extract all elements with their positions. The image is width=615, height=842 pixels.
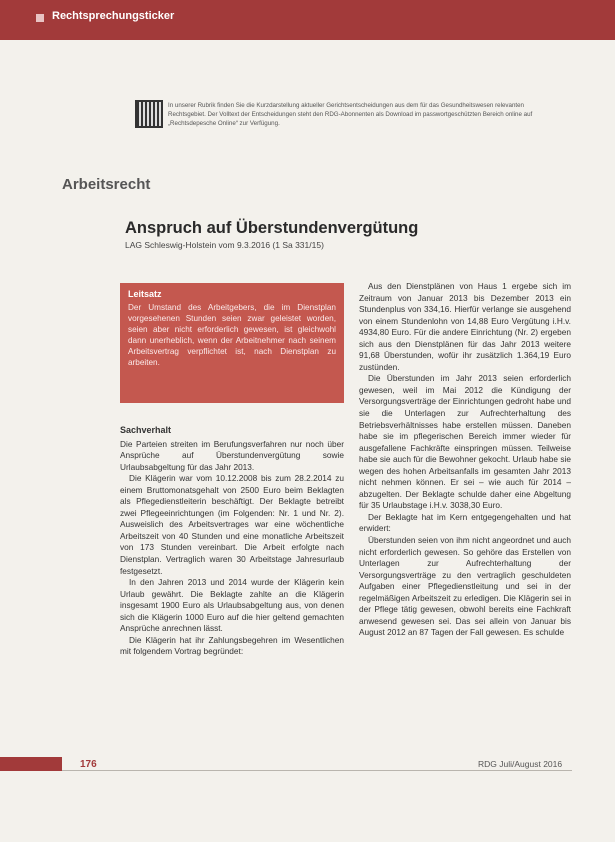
article-title: Anspruch auf Überstundenvergütung	[125, 219, 419, 237]
paragraph: In den Jahren 2013 und 2014 wurde der Klägerin kein Urlaub gewährt. Die Beklagte zahlte an die Klägerin insgesamt 1900 Euro als Urlaubsabgeltung aus, von denen sich die Klägerin 1000 Euro auf die hier geltend gemachten Ansprüche anrechnen lässt.	[120, 577, 344, 634]
footer-divider	[62, 770, 572, 771]
paragraph: Überstunden seien von ihm nicht angeordnet und auch nicht erforderlich gewesen. So gehöre das Erstellen von Unterlagen zur Aufrechterhaltung der Versorgungsverträge zu den vertraglich geschuldeten Aufgaben einer Pflegedienstleitung und sei in der regelmäßigen Arbeitszeit zu erledigen. Die Klägerin sei in der Pflege tätig gewesen, obwohl bereits eine Fachkraft anwesend gewesen sei. Das sei allein von Januar bis August 2012 an 87 Tagen der Fall gewesen. Es schulde	[359, 535, 571, 638]
paragraph: Die Klägerin hat ihr Zahlungsbegehren im Wesentlichen mit folgendem Vortrag begründet:	[120, 634, 344, 657]
page-number: 176	[80, 759, 97, 770]
header-band	[0, 0, 615, 40]
right-column	[359, 281, 571, 639]
section-title: Arbeitsrecht	[62, 176, 151, 193]
paragraph: Aus den Dienstplänen von Haus 1 ergebe sich im Zeitraum von Januar 2013 bis Dezember 2013 ein Stundenplus von 334,16. Hierfür verlange sie ausgehend von einem Stundenlohn von 14,88 Euro Vergütung i.H.v. 4934,80 Euro. Für die andere Einrichtung (Nr. 2) ergeben sich aus den Dienstplänen für das Jahr 2013 weitere 91,68 Überstunden, wofür ihr zusätzlich 1.364,19 Euro zustünden.	[359, 281, 571, 372]
leitsatz-text: Der Umstand des Arbeitgebers, die im Dienstplan vorgesehenen Stunden seien zwar geleistet worden, seien aber nicht erforderlich gewesen, ist gleichwohl dann unerheblich, wenn der Arbeitnehmer nach seinem Arbeitsvertrag verpflichtet ist, nach Dienstplan zu arbeiten.	[128, 303, 336, 367]
paragraph: Die Parteien streiten im Berufungsverfahren nur noch über Ansprüche auf Überstundenvergütung sowie Urlaubsabgeltung für das Jahr 2013.	[120, 438, 344, 472]
section-marker-icon	[36, 14, 44, 22]
issue-label: RDG Juli/August 2016	[478, 759, 563, 769]
left-column	[120, 425, 344, 658]
notice-text	[168, 101, 563, 128]
section-label: Rechtsprechungsticker	[52, 10, 175, 22]
notice-paragraph: In unserer Rubrik finden Sie die Kurzdarstellung aktueller Gerichtsentscheidungen aus dem für das Gesundheitswesen relevanten Rechtsgebiet. Der Volltext der Entscheidungen steht den RDG-Abonnenten als Download im passwortgeschützten Bereich online auf „Rechtsdepesche Online“ zur Verfügung.	[168, 102, 533, 127]
footer-band	[0, 757, 62, 771]
sachverhalt-heading: Sachverhalt	[120, 425, 172, 435]
paragraph: Die Klägerin war vom 10.12.2008 bis zum 28.2.2014 zu einem Bruttomonatsgehalt von 2500 Euro beim Beklagten als Pflegedienstleiterin beschäftigt. Der Beklagte betreibt zwei Pflegeeinrichtungen (im Folgenden: Nr. 1 und Nr. 2). Ausweislich des Arbeitsvertrages war eine wöchentliche Arbeitszeit von 40 Stunden und eine monatliche Arbeitszeit von 173 Stunden vereinbart. Die Arbeit erfolgte nach Dienstplan. Vertraglich waren 30 Arbeitstage Jahresurlaub festgesetzt.	[120, 473, 344, 576]
leitsatz-heading: Leitsatz	[128, 289, 162, 299]
article-source: LAG Schleswig-Holstein vom 9.3.2016 (1 Sa 331/15)	[125, 240, 324, 250]
paragraph: Die Überstunden im Jahr 2013 seien erforderlich gewesen, weil im Mai 2012 die Kündigung der Versorgungsverträge der Einrichtungen gedroht habe und sie die Unterlagen zur Aufrechterhaltung des Betriebsverhältnisses habe erstellen müssen. Daneben habe sie im pflegerischen Bereich immer wieder für ausgefallene Fachkräfte einspringen müssen. Teilweise habe sie auch für die Bewohner gekocht. Urlaub habe sie wegen des hohen Arbeitsanfalls im gesamten Jahr 2013 nicht nehmen können. Er sei – wie auch für 2014 – abzugelten. Der Beklagte schulde daher eine Abgeltung für 35 Urlaubstage i.H.v. 3038,30 Euro.	[359, 373, 571, 511]
paragraph: Der Beklagte hat im Kern entgegengehalten und hat erwidert:	[359, 511, 571, 534]
qr-code-icon	[135, 100, 163, 128]
leitsatz-box	[120, 283, 344, 403]
